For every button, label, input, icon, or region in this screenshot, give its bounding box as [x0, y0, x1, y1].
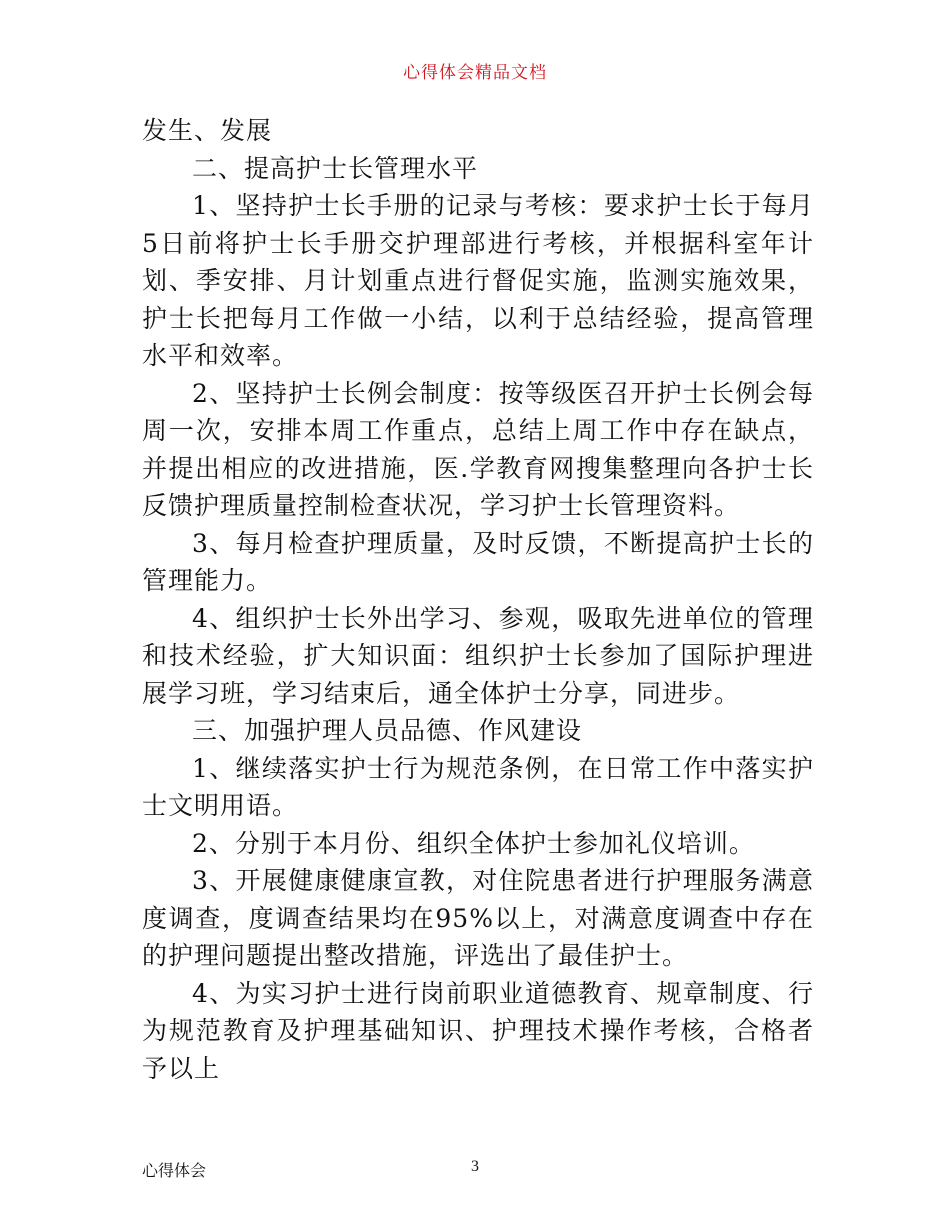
paragraph: 1、继续落实护士行为规范条例，在日常工作中落实护士文明用语。 [142, 753, 814, 820]
footer-label: 心得体会 [142, 1161, 207, 1180]
paragraph: 1、坚持护士长手册的记录与考核：要求护士长于每月5日前将护士长手册交护理部进行考核，并根据科室年计划、季安排、月计划重点进行督促实施，监测实施效果，护士长把每月工作做一小结，以利于总结经验，提高管理水平和效率。 [142, 191, 814, 370]
paragraph: 3、开展健康健康宣教，对住院患者进行护理服务满意度调查，度调查结果均在95%以上，对满意度调查中存在的护理问题提出整改措施，评选出了最佳护士。 [142, 866, 814, 970]
header-title: 心得体会精品文档 [403, 63, 547, 83]
section-heading: 二、提高护士长管理水平 [192, 153, 479, 183]
section-heading: 三、加强护理人员品德、作风建设 [192, 716, 583, 745]
document-body [142, 112, 814, 1087]
paragraph: 发生、发展 [142, 116, 273, 145]
paragraph: 2、坚持护士长例会制度：按等级医召开护士长例会每周一次，安排本周工作重点，总结上周工作中存在缺点，并提出相应的改进措施，医.学教育网搜集整理向各护士长反馈护理质量控制检查状况，学习护士长管理资料。 [142, 378, 814, 520]
paragraph: 4、为实习护士进行岗前职业道德教育、规章制度、行为规范教育及护理基础知识、护理技术操作考核，合格者予以上 [142, 978, 814, 1083]
paragraph: 2、分别于本月份、组织全体护士参加礼仪培训。 [192, 828, 755, 858]
page-number: 3 [471, 1158, 479, 1175]
paragraph: 3、每月检查护理质量，及时反馈，不断提高护士长的管理能力。 [142, 528, 814, 595]
paragraph: 4、组织护士长外出学习、参观，吸取先进单位的管理和技术经验，扩大知识面：组织护士长参加了国际护理进展学习班，学习结束后，通全体护士分享，同进步。 [142, 603, 814, 708]
